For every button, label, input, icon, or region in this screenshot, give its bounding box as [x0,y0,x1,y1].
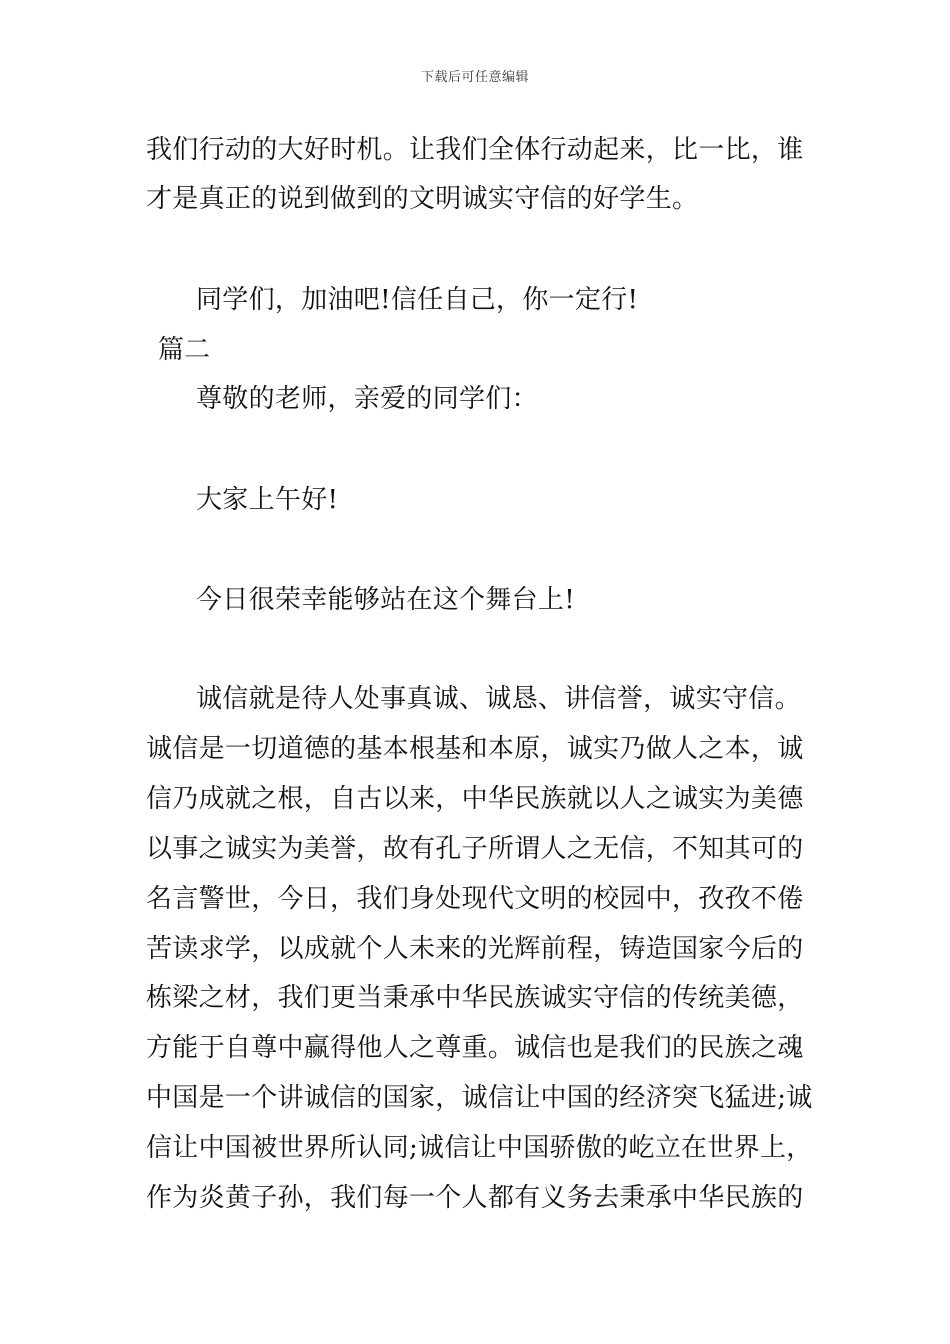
body-line: 同学们，加油吧!信任自己，你一定行! [196,285,639,315]
body-line: 名言警世，今日，我们身处现代文明的校园中，孜孜不倦 [146,884,804,914]
body-line: 诚信就是待人处事真诚、诚恳、讲信誉，诚实守信。 [196,684,801,714]
body-line: 信让中国被世界所认同;诚信让中国骄傲的屹立在世界上， [146,1133,813,1163]
body-line: 以事之诚实为美誉，故有孔子所谓人之无信，不知其可的 [146,834,804,864]
body-line: 今日很荣幸能够站在这个舞台上! [196,585,575,615]
body-line: 我们行动的大好时机。让我们全体行动起来，比一比，谁 [146,135,804,165]
body-line: 方能于自尊中赢得他人之尊重。诚信也是我们的民族之魂 [146,1033,804,1063]
greeting: 大家上午好! [196,485,339,515]
body-line: 诚信是一切道德的基本根基和本原，诚实乃做人之本，诚 [146,734,804,764]
section-heading: 篇二 [158,335,211,365]
body-line: 中国是一个讲诚信的国家，诚信让中国的经济突飞猛进;诚 [146,1083,813,1113]
page-header-note: 下载后可任意编辑 [420,70,529,85]
body-line: 栋梁之材，我们更当秉承中华民族诚实守信的传统美德， [146,983,804,1013]
body-line: 作为炎黄子孙，我们每一个人都有义务去秉承中华民族的 [146,1183,804,1213]
body-line: 苦读求学，以成就个人未来的光辉前程，铸造国家今后的 [146,934,804,964]
body-line: 才是真正的说到做到的文明诚实守信的好学生。 [146,184,699,214]
salutation: 尊敬的老师，亲爱的同学们： [196,384,538,414]
body-line: 信乃成就之根，自古以来，中华民族就以人之诚实为美德 [146,784,804,814]
